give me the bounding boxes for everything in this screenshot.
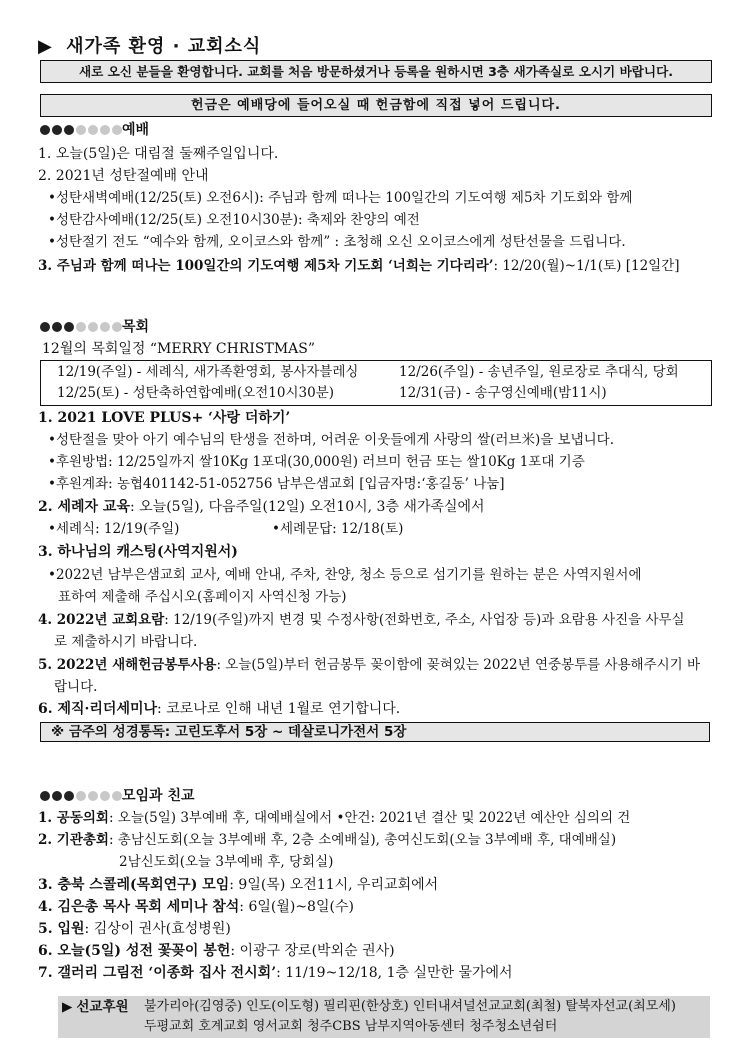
arrow-icon: ▶ (62, 999, 73, 1015)
pastoral-bullet: •세례식: 12/19(주일) (48, 521, 180, 537)
pastoral-bullet: •후원방법: 12/25일까지 쌀10Kg 1포대(30,000원) 러브미 헌금 또는 쌀10Kg 1포대 기증 (48, 454, 585, 470)
pastoral-item-4 (38, 611, 685, 629)
pastoral-item-2-title: 2. 세례자 교육 (38, 499, 130, 515)
schedule-entry: 12/26(주일) - 송년주일, 원로장로 추대식, 당회 (399, 364, 679, 380)
meetings-item-3-title: 3. 충북 스콜레(목회연구) 모임 (38, 877, 230, 893)
section-dots-icon (40, 791, 122, 801)
pastoral-item-4-title: 4. 2022년 교회요람 (38, 612, 165, 628)
pastoral-item-5-title: 5. 2022년 새해헌금봉투사용 (38, 657, 217, 673)
section-title (38, 36, 261, 58)
worship-item-3 (38, 257, 680, 275)
pastoral-item-4-text: : 12/19(주일)까지 변경 및 수정사항(전화번호, 주소, 사업장 등)과 요람용 사진을 사무실 (164, 612, 685, 628)
mission-support-label-text: 선교후원 (76, 999, 129, 1015)
meetings-item-1-text: : 오늘(5일) 3부예배 후, 대예배실에서 •안건: 2021년 결산 및 2022년 예산안 심의의 건 (108, 810, 631, 826)
schedule-entry: 12/31(금) - 송구영신예배(밤11시) (399, 385, 607, 401)
worship-item-2: 2. 2021년 성탄절예배 안내 (38, 168, 209, 184)
pastoral-item-2-text: : 오늘(5일), 다음주일(12일) 오전10시, 3층 새가족실에서 (129, 499, 485, 515)
meetings-item-6-text: : 이광구 장로(박외순 권사) (230, 943, 395, 959)
section-dots-icon (40, 125, 122, 135)
worship-item-1: 1. 오늘(5일)은 대림절 둘째주일입니다. (38, 146, 279, 162)
worship-item-3-title: 3. 주님과 함께 떠나는 100일간의 기도여행 제5차 기도회 ‘너희는 기다리라’ (38, 258, 494, 274)
meetings-item-2-title: 2. 기관총회 (38, 832, 109, 848)
meetings-item-2-text: : 총남신도회(오늘 3부예배 후, 2층 소예배실), 총여신도회(오늘 3부예배 후, 대예배실) (108, 832, 617, 848)
worship-bullet: •성탄새벽예배(12/25(토) 오전6시): 주님과 함께 떠나는 100일간의 기도여행 제5차 기도회와 함께 (48, 190, 633, 206)
pastoral-item-6-text: : 코로나로 인해 내년 1월로 연기합니다. (157, 701, 401, 717)
schedule-entry: 12/25(토) - 성탄축하연합예배(오전10시30분) (57, 385, 335, 401)
schedule-entry: 12/19(주일) - 세례식, 새가족환영회, 봉사자블레싱 (57, 364, 359, 380)
worship-bullet: •성탄감사예배(12/25(토) 오전10시30분): 축제와 찬양의 예전 (48, 212, 420, 228)
schedule-box (40, 360, 712, 406)
welcome-box: 새로 오신 분들을 환영합니다. 교회를 처음 방문하셨거나 등록을 원하시면 3층 새가족실로 오시기 바랍니다. (40, 60, 712, 83)
offering-box: 헌금은 예배당에 들어오실 때 헌금함에 직접 넣어 드립니다. (40, 94, 712, 117)
pastoral-item-6 (38, 700, 400, 718)
pastoral-item-6-title: 6. 제직·리더세미나 (38, 701, 158, 717)
meetings-item-7-text: : 11/19~12/18, 1층 실만한 물가에서 (276, 965, 513, 981)
meetings-item-2-cont: 2남신도회(오늘 3부예배 후, 당회실) (119, 854, 334, 870)
worship-item-3-date: : 12/20(월)~1/1(토) [12일간] (493, 258, 680, 274)
section-title-text: 새가족 환영 · 교회소식 (66, 36, 262, 57)
pastoral-item-5-cont: 랍니다. (54, 679, 98, 695)
mission-support-line: 불가리아(김영중) 인도(이도형) 필리핀(한상호) 인터내셔널선교교회(최철) 탈북자선교(최모세) (144, 999, 676, 1014)
meetings-item-7-title: 7. 갤러리 그림전 ‘이종화 집사 전시회’ (38, 965, 277, 981)
meetings-item-5-text: : 김상이 권사(효성병원) (84, 921, 231, 937)
pastoral-item-4-cont: 로 제출하시기 바랍니다. (54, 634, 198, 650)
meetings-item-1-title: 1. 공동의회 (38, 810, 109, 826)
pastoral-bullet: •세례문답: 12/18(토) (272, 521, 404, 537)
meetings-item-5 (38, 920, 231, 938)
meetings-item-1 (38, 809, 630, 827)
mission-support-box (58, 996, 710, 1038)
pastoral-item-5-text: : 오늘(5일)부터 헌금봉투 꽂이함에 꽂혀있는 2022년 연중봉투를 사용해주시기 바 (216, 657, 701, 673)
pastoral-bullet-cont: 표하여 제출해 주십시오(홈페이지 사역신청 가능) (58, 589, 347, 605)
meetings-item-2 (38, 831, 616, 849)
pastoral-bullet: •2022년 남부은샘교회 교사, 예배 안내, 주차, 찬양, 청소 등으로 섬기기를 원하는 분은 사역지원서에 (48, 567, 642, 583)
meetings-item-6-title: 6. 오늘(5일) 성전 꽃꽂이 봉헌 (38, 943, 231, 959)
meetings-item-3-text: : 9일(목) 오전11시, 우리교회에서 (229, 877, 439, 893)
pastoral-item-1: 1. 2021 LOVE PLUS+ ‘사랑 더하기’ (38, 410, 291, 426)
meetings-item-4-title: 4. 김은총 목사 목회 세미나 참석 (38, 899, 240, 915)
pastoral-heading: 목회 (122, 319, 150, 335)
worship-heading: 예배 (122, 122, 150, 138)
meetings-item-4-text: : 6일(월)~8일(수) (239, 899, 354, 915)
pastoral-item-3: 3. 하나님의 캐스팅(사역지원서) (38, 544, 238, 560)
meetings-item-6 (38, 942, 395, 960)
schedule-title: 12월의 목회일정 “MERRY CHRISTMAS” (42, 341, 316, 357)
pastoral-bullet: •후원계좌: 농협401142-51-052756 남부은샘교회 [입금자명:‘홍길동’ 나눔] (48, 476, 505, 492)
arrow-icon: ▶ (38, 36, 53, 57)
section-dots-icon (40, 322, 122, 332)
mission-support-label (62, 998, 129, 1016)
worship-bullet: •성탄절기 전도 “예수와 함께, 오이코스와 함께” : 초청해 오신 오이코스에게 성탄선물을 드립니다. (48, 234, 626, 250)
meetings-heading: 모임과 친교 (122, 788, 195, 804)
bible-reading-box: ※ 금주의 성경통독: 고린도후서 5장 ~ 데살로니가전서 5장 (40, 722, 710, 742)
mission-support-line: 두평교회 호계교회 영서교회 청주CBS 남부지역아동센터 청주청소년쉼터 (144, 1019, 558, 1034)
meetings-item-3 (38, 876, 438, 894)
pastoral-bullet: •성탄절을 맞아 아기 예수님의 탄생을 전하며, 어려운 이웃들에게 사랑의 쌀(러브米)을 보냅니다. (48, 432, 615, 448)
meetings-item-4 (38, 898, 354, 916)
pastoral-item-2 (38, 498, 485, 516)
meetings-item-7 (38, 964, 513, 982)
meetings-item-5-title: 5. 입원 (38, 921, 85, 937)
pastoral-item-5 (38, 656, 700, 674)
